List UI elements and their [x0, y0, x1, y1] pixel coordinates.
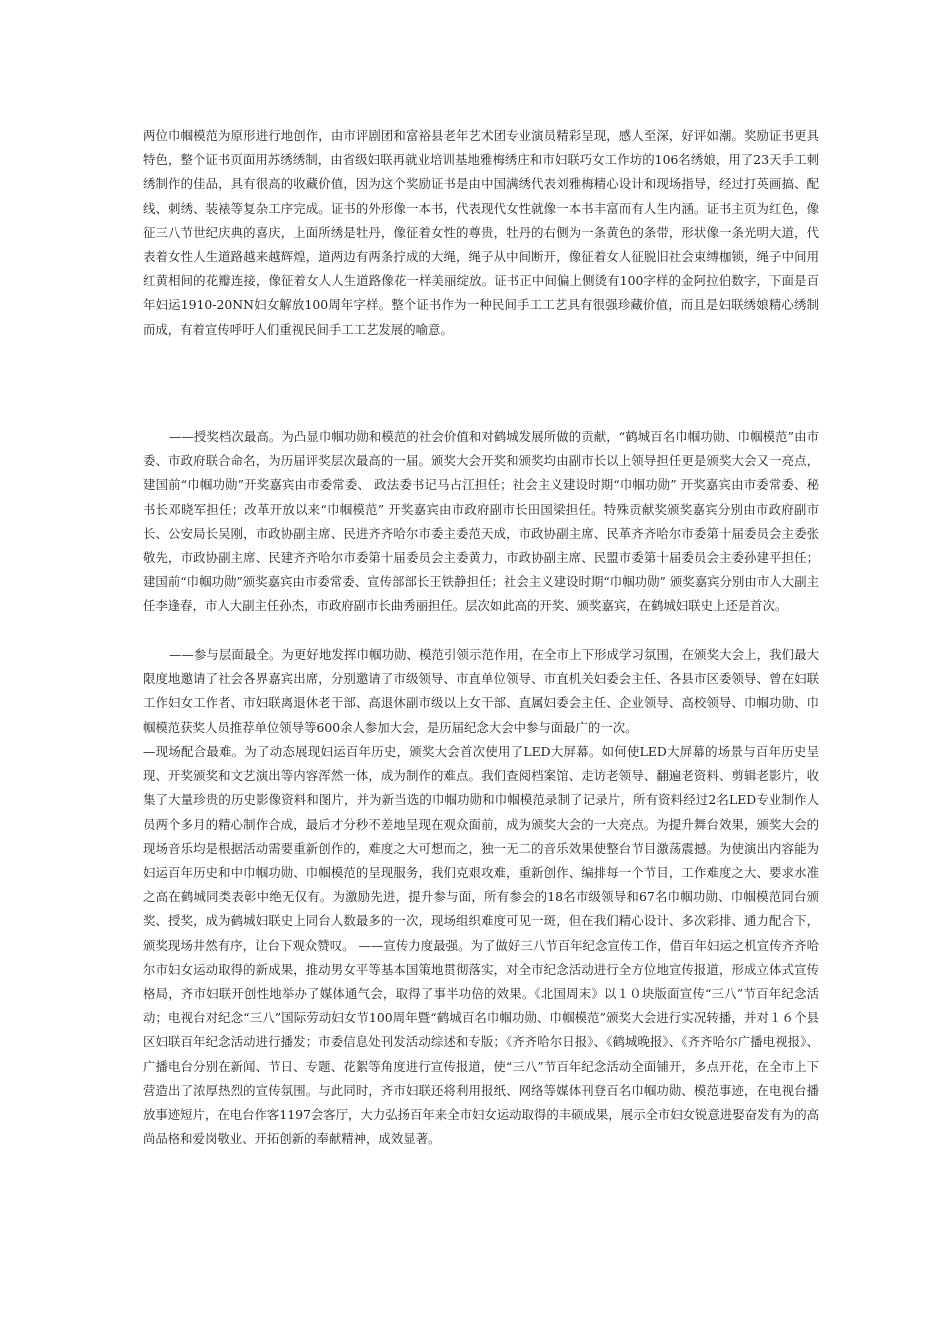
paragraph-onsite-coordination-and-publicity: —现场配合最难。为了动态展现妇运百年历史，颁奖大会首次使用了LED大屏幕。如何使LED大屏幕的场景与百年历史呈现、开奖颁奖和文艺演出等内容浑然一体，成为制作的难点。我们查阅档案馆、走访老领导、翻遍老资料、剪辑老影片，收集了大量珍贵的历史影像资料和图片，并为新当选的巾帼功勋和巾帼模范录制了记录片，所有资料经过2名LED专业制作人员两个多月的精心制作合成，最后才分秒不差地呈现在观众面前，成为颁奖大会的一大亮点。为提升舞台效果，颁奖大会的现场音乐均是根据活动需要重新创作的，难度之大可想而之，独一无二的音乐效果使整台节目激荡震撼。为使演出内容能为妇运百年历史和中巾帼功勋、巾帼模范的呈现服务，我们克艰攻难，重新创作、编排每一个节目，工作难度之大、要求水准之高在鹤城同类表彰中绝无仅有。为激励先进，提升参与面，所有参会的18名市级领导和67名巾帼功勋、巾帼模范同台颁奖、授奖，成为鹤城妇联史上同台人数最多的一次，现场组织难度可见一斑，但在我们精心设计、多次彩排、通力配合下，颁奖现场井然有序，让台下观众赞叹。 ——宣传力度最强。为了做好三八节百年纪念宣传工作，借百年妇运之机宣传齐齐哈尔市妇女运动取得的新成果，推动男女平等基本国策地贯彻落实，对全市纪念活动进行全方位地宣传报道，形成立体式宣传格局，齐市妇联开创性地举办了媒体通气会，取得了事半功倍的效果。《北国周末》以１０块版面宣传“三八”节百年纪念活动；电视台对纪念“三八”国际劳动妇女节100周年暨“鹤城百名巾帼功勋、巾帼模范”颁奖大会进行实况转播，并对１６个县区妇联百年纪念活动进行播发；市委信息处刊发活动综述和专版；《齐齐哈尔日报》、《鹤城晚报》、《齐齐哈尔广播电视报》、广播电台分别在新闻、节日、专题、花絮等角度进行宣传报道，使“三八”节百年纪念活动全面铺开，多点开花，在全市上下营造出了浓厚热烈的宣传氛围。与此同时，齐市妇联还将利用报纸、网络等媒体刊登百名巾帼功勋、模范事迹，在电视台播放事迹短片，在电台作客1197会客厅，大力弘扬百年来全市妇女运动取得的丰硕成果，展示全市妇女锐意进娶奋发有为的高尚品格和爱岗敬业、开拓创新的奉献精神，成效显著。: [143, 744, 819, 1147]
paragraph-widest-participation: ——参与层面最全。为更好地发挥巾帼功勋、模范引领示范作用，在全市上下形成学习氛围，在颁奖大会上，我们最大限度地邀请了社会各界嘉宾出席，分别邀请了市级领导、市直单位领导、市直机关妇委会主任、各县市区委领导、曾在妇联工作妇女工作者、市妇联离退休老干部、高退休副市级以上女干部、直属妇委会主任、企业领导、高校领导、巾帼功勋、巾帼模范获奖人员推荐单位领导等600余人参加大会，是历届纪念大会中参与面最广的一次。: [143, 647, 819, 735]
paragraph-highest-award-level: ——授奖档次最高。为凸显巾帼功勋和模范的社会价值和对鹤城发展所做的贡献，“鹤城百名巾帼功勋、巾帼模范”由市委、市政府联合命名，为历届评奖层次最高的一届。颁奖大会开奖和颁奖均由副市长以上领导担任更是颁奖大会又一亮点，建国前“巾帼功勋”开奖嘉宾由市委常委、 政法委书记马占江担任；社会主义建设时期“巾帼功勋” 开奖嘉宾由市委常委、秘书长邓晓军担任；改革开放以来“巾帼模范” 开奖嘉宾由市政府副市长田国梁担任。特殊贡献奖颁奖嘉宾分别由市政府副市长、公安局长吴刚，市政协副主席、民进齐齐哈尔市委主委范天成，市政协副主席、民革齐齐哈尔市委第十届委员会主委张敬先，市政协副主席、民建齐齐哈尔市委第十届委员会主委黄力，市政协副主席、民盟市委第十届委员会主委孙建平担任；建国前“巾帼功勋”颁奖嘉宾由市委常委、宣传部部长王铁静担任；社会主义建设时期“巾帼功勋” 颁奖嘉宾分别由市人大副主任李逢春，市人大副主任孙杰，市政府副市长曲秀丽担任。层次如此高的开奖、颁奖嘉宾，在鹤城妇联史上还是首次。: [143, 429, 819, 614]
paragraph-award-certificate: 两位巾帼模范为原形进行地创作，由市评剧团和富裕县老年艺术团专业演员精彩呈现，感人至深，好评如潮。奖励证书更具特色，整个证书页面用苏绣绣制，由省级妇联再就业培训基地雅梅绣庄和市妇联巧女工作坊的106名绣娘，用了23天手工刺绣制作的佳品，具有很高的收藏价值，因为这个奖励证书是由中国满绣代表刘雅梅精心设计和现场指导，经过打英画搞、配线、刺绣、装裱等复杂工序完成。证书的外形像一本书，代表现代女性就像一本书丰富而有人生内涵。证书主页为红色，像征三八节世纪庆典的喜庆，上面所绣是牡丹，像征着女性的尊贵，牡丹的右侧为一条黄色的条带，形状像一条光明大道，代表着女性人生道路越来越辉煌，道两边有两条拧成的大绳，绳子从中间断开，像征着女人征脱旧社会束缚枷锁，绳子中间用红黄相间的花瓣连接，像征着女人人生道路像花一样美丽绽放。证书正中间偏上侧烫有100字样的金阿拉伯数字，下面是百年妇运1910-20NN妇女解放100周年字样。整个证书作为一种民间手工工艺具有很强珍藏价值，而且是妇联绣娘精心绣制而成，有着宣传呼吁人们重视民间手工工艺发展的喻意。: [143, 128, 819, 337]
